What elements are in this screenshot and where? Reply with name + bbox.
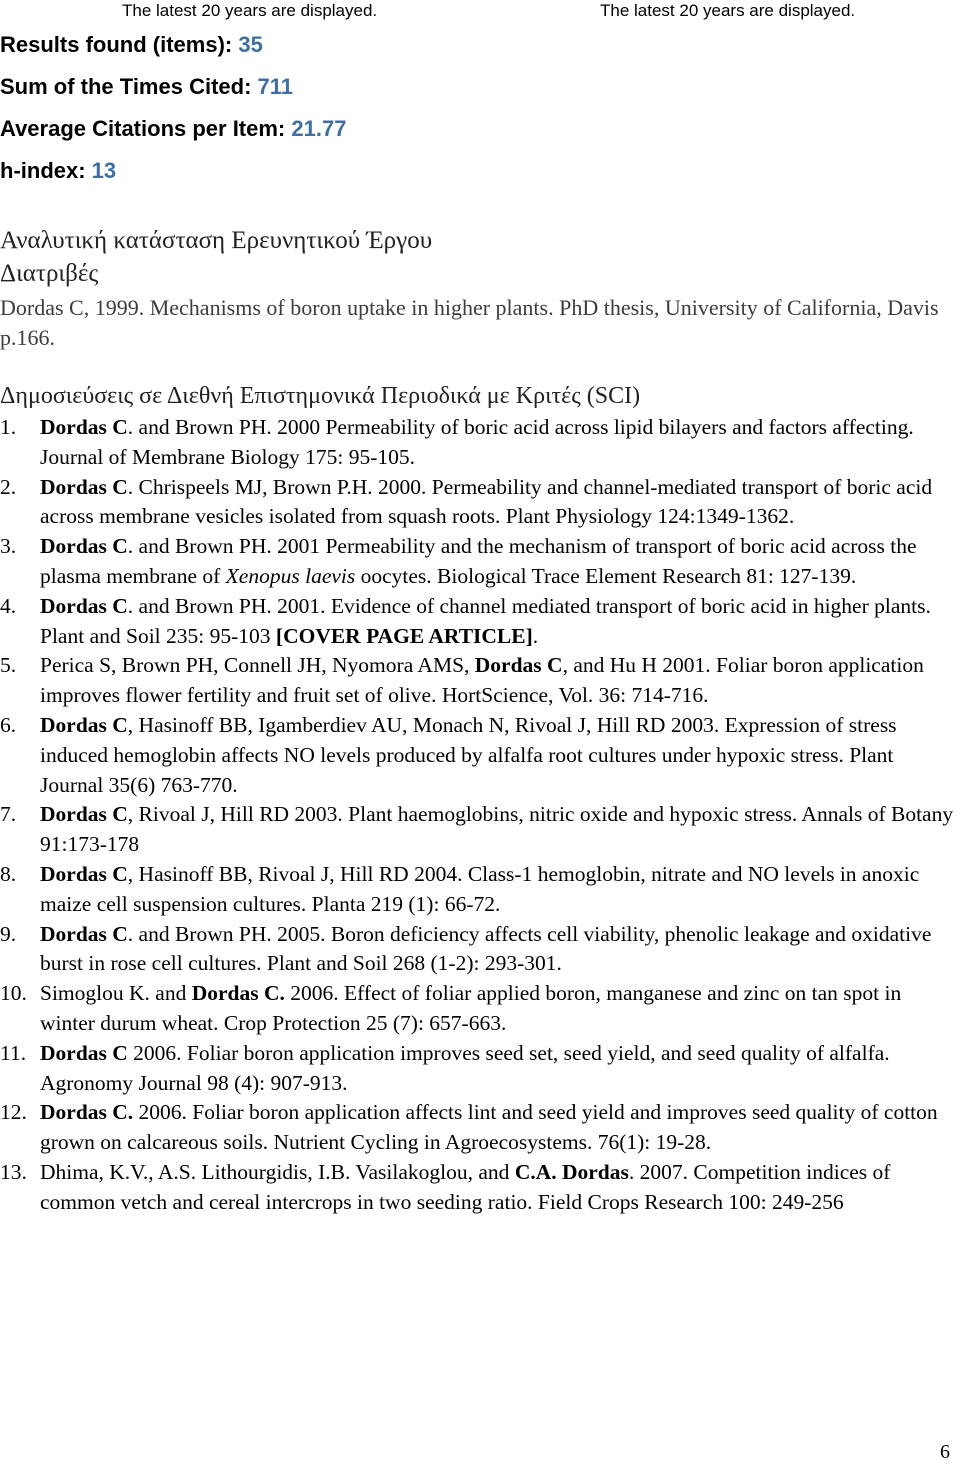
metric-value: 13 xyxy=(91,158,117,183)
publication-number: 8. xyxy=(0,861,17,886)
publication-text: , Hasinoff BB, Igamberdiev AU, Monach N, Rivoal J, Hill RD 2003. Expression of stress induced hemoglobin affects NO levels produced by alfalfa root cultures under hypoxic stress. Plant Journal 35(6) 763-770. xyxy=(40,712,897,797)
metric-times-cited xyxy=(0,66,346,108)
metric-label: Sum of the Times Cited: xyxy=(0,74,258,99)
publication-number: 12. xyxy=(0,1100,27,1125)
publication-text: . xyxy=(532,623,539,648)
publication-text-bold: Dordas C xyxy=(40,921,128,946)
publication-text: , Rivoal J, Hill RD 2003. Plant haemoglobins, nitric oxide and hypoxic stress. Annals of Botany 91:173-178 xyxy=(40,802,954,857)
publication-text: . Chrispeels MJ, Brown P.H. 2000. Permeability and channel-mediated transport of boric acid across membrane vesicles isolated from squash roots. Plant Physiology 124:1349-1362. xyxy=(40,474,933,529)
metric-value: 21.77 xyxy=(291,116,347,141)
publication-number: 4. xyxy=(0,593,17,618)
metric-results-found xyxy=(0,24,346,66)
publication-number: 9. xyxy=(0,921,17,946)
metric-h-index xyxy=(0,150,346,192)
note-latest-years: The latest 20 years are displayed. xyxy=(122,1,378,20)
publication-text-bold: Dordas C xyxy=(474,653,563,678)
publication-number: 13. xyxy=(0,1159,27,1184)
publication-number: 7. xyxy=(0,802,17,827)
metric-label: h-index: xyxy=(0,158,92,183)
publication-text-bold: Dordas C xyxy=(40,861,128,886)
publication-number: 1. xyxy=(0,415,17,439)
publication-text: 2006. Foliar boron application affects lint and seed yield and improves seed quality of cotton grown on calcareous soils. Nutrient Cycling in Agroecosystems. 76(1): 19-28. xyxy=(40,1100,938,1155)
metric-value: 35 xyxy=(238,32,263,57)
page-heading: Αναλυτική κατάσταση Ερευνητικού Έργου xyxy=(0,227,433,254)
publication-text-bold: Dordas C xyxy=(40,415,128,439)
publication-text: oocytes. Biological Trace Element Research 81: 127-139. xyxy=(355,563,857,588)
publication-text: . and Brown PH. 2005. Boron deficiency affects cell viability, phenolic leakage and oxidative burst in rose cell cultures. Plant and Soil 268 (1-2): 293-301. xyxy=(40,921,932,976)
metric-average-citations xyxy=(0,108,346,150)
publication-number: 3. xyxy=(0,534,17,559)
page-number: 6 xyxy=(940,1441,950,1463)
publication-text: Dhima, K.V., A.S. Lithourgidis, I.B. Vasilakoglou, and xyxy=(40,1159,515,1184)
thesis-text: 1999. Mechanisms of boron uptake in higher plants. PhD thesis, University of California, Davis p.166. xyxy=(0,295,939,350)
publication-item xyxy=(0,860,960,920)
publication-number: 11. xyxy=(0,1040,27,1065)
publication-item xyxy=(0,711,960,800)
publication-item xyxy=(0,413,960,473)
thesis-section-title: Διατριβές xyxy=(0,260,99,287)
thesis-author: Dordas C, xyxy=(0,295,90,320)
publication-item xyxy=(0,979,960,1039)
publication-item xyxy=(0,651,960,711)
publication-text-bold: Dordas C. xyxy=(191,981,285,1006)
publication-text: . 2007. Competition indices of common vetch and cereal intercrops in two seeding ratio. Field Crops Research 100: 249-256 xyxy=(40,1159,891,1214)
publication-text-bold: Dordas C xyxy=(40,593,128,618)
publication-text-bold: Dordas C xyxy=(40,534,128,559)
publication-item xyxy=(0,920,960,980)
thesis-entry xyxy=(0,293,960,353)
publication-text: Perica S, Brown PH, Connell JH, Nyomora AMS, xyxy=(40,653,475,678)
publication-list xyxy=(0,413,960,1218)
publication-text: 2006. Effect of foliar applied boron, manganese and zinc on tan spot in winter durum wheat. Crop Protection 25 (7): 657-663. xyxy=(40,981,902,1035)
publication-number: 5. xyxy=(0,653,17,678)
publication-text-italic: Xenopus laevis xyxy=(225,563,356,588)
header-notes xyxy=(0,0,960,22)
publication-text-bold: Dordas C xyxy=(40,802,128,827)
metric-value: 711 xyxy=(257,74,294,99)
metric-label: Average Citations per Item: xyxy=(0,116,292,141)
publication-text: Simoglou K. and xyxy=(40,981,192,1006)
publication-number: 2. xyxy=(0,474,17,499)
publication-text: 2006. Foliar boron application improves seed set, seed yield, and seed quality of alfalfa. Agronomy Journal 98 (4): 907-913. xyxy=(40,1040,890,1095)
publication-item xyxy=(0,1098,960,1158)
publication-item xyxy=(0,800,960,860)
publication-text-bold: Dordas C. xyxy=(40,1100,134,1125)
publication-item xyxy=(0,592,960,652)
publication-item xyxy=(0,1158,960,1218)
sci-section-title: Δημοσιεύσεις σε Διεθνή Επιστημονικά Περιοδικά με Κριτές (SCI) xyxy=(0,383,641,409)
publication-text-bold: Dordas C xyxy=(40,474,128,499)
publication-text: . and Brown PH. 2001 Permeability and the mechanism of transport of boric acid across the plasma membrane of xyxy=(40,534,917,588)
publication-number: 10. xyxy=(0,981,27,1006)
publication-text: . and Brown PH. 2001. Evidence of channel mediated transport of boric acid in higher plants. Plant and Soil 235: 95-103 xyxy=(40,593,931,648)
publication-text-bold: Dordas C xyxy=(40,712,128,737)
publication-item xyxy=(0,532,960,592)
citation-metrics xyxy=(0,24,346,192)
publication-item xyxy=(0,473,960,533)
publication-number: 6. xyxy=(0,712,17,737)
publication-text-bold: Dordas C xyxy=(40,1040,128,1065)
note-latest-years: The latest 20 years are displayed. xyxy=(600,1,856,20)
publication-text-bold: C.A. Dordas xyxy=(514,1159,629,1184)
publication-item xyxy=(0,1039,960,1099)
publication-text: . and Brown PH. 2000 Permeability of boric acid across lipid bilayers and factors affecting. Journal of Membrane Biology 175: 95-105. xyxy=(40,415,914,469)
publication-text-bold: [COVER PAGE ARTICLE] xyxy=(275,623,533,648)
publication-text: , and Hu H 2001. Foliar boron application improves flower fertility and fruit set of olive. HortScience, Vol. 36: 714-716. xyxy=(40,653,924,708)
publication-text: , Hasinoff BB, Rivoal J, Hill RD 2004. Class-1 hemoglobin, nitrate and NO levels in anoxic maize cell suspension cultures. Planta 219 (1): 66-72. xyxy=(40,861,920,916)
metric-label: Results found (items): xyxy=(0,32,239,57)
